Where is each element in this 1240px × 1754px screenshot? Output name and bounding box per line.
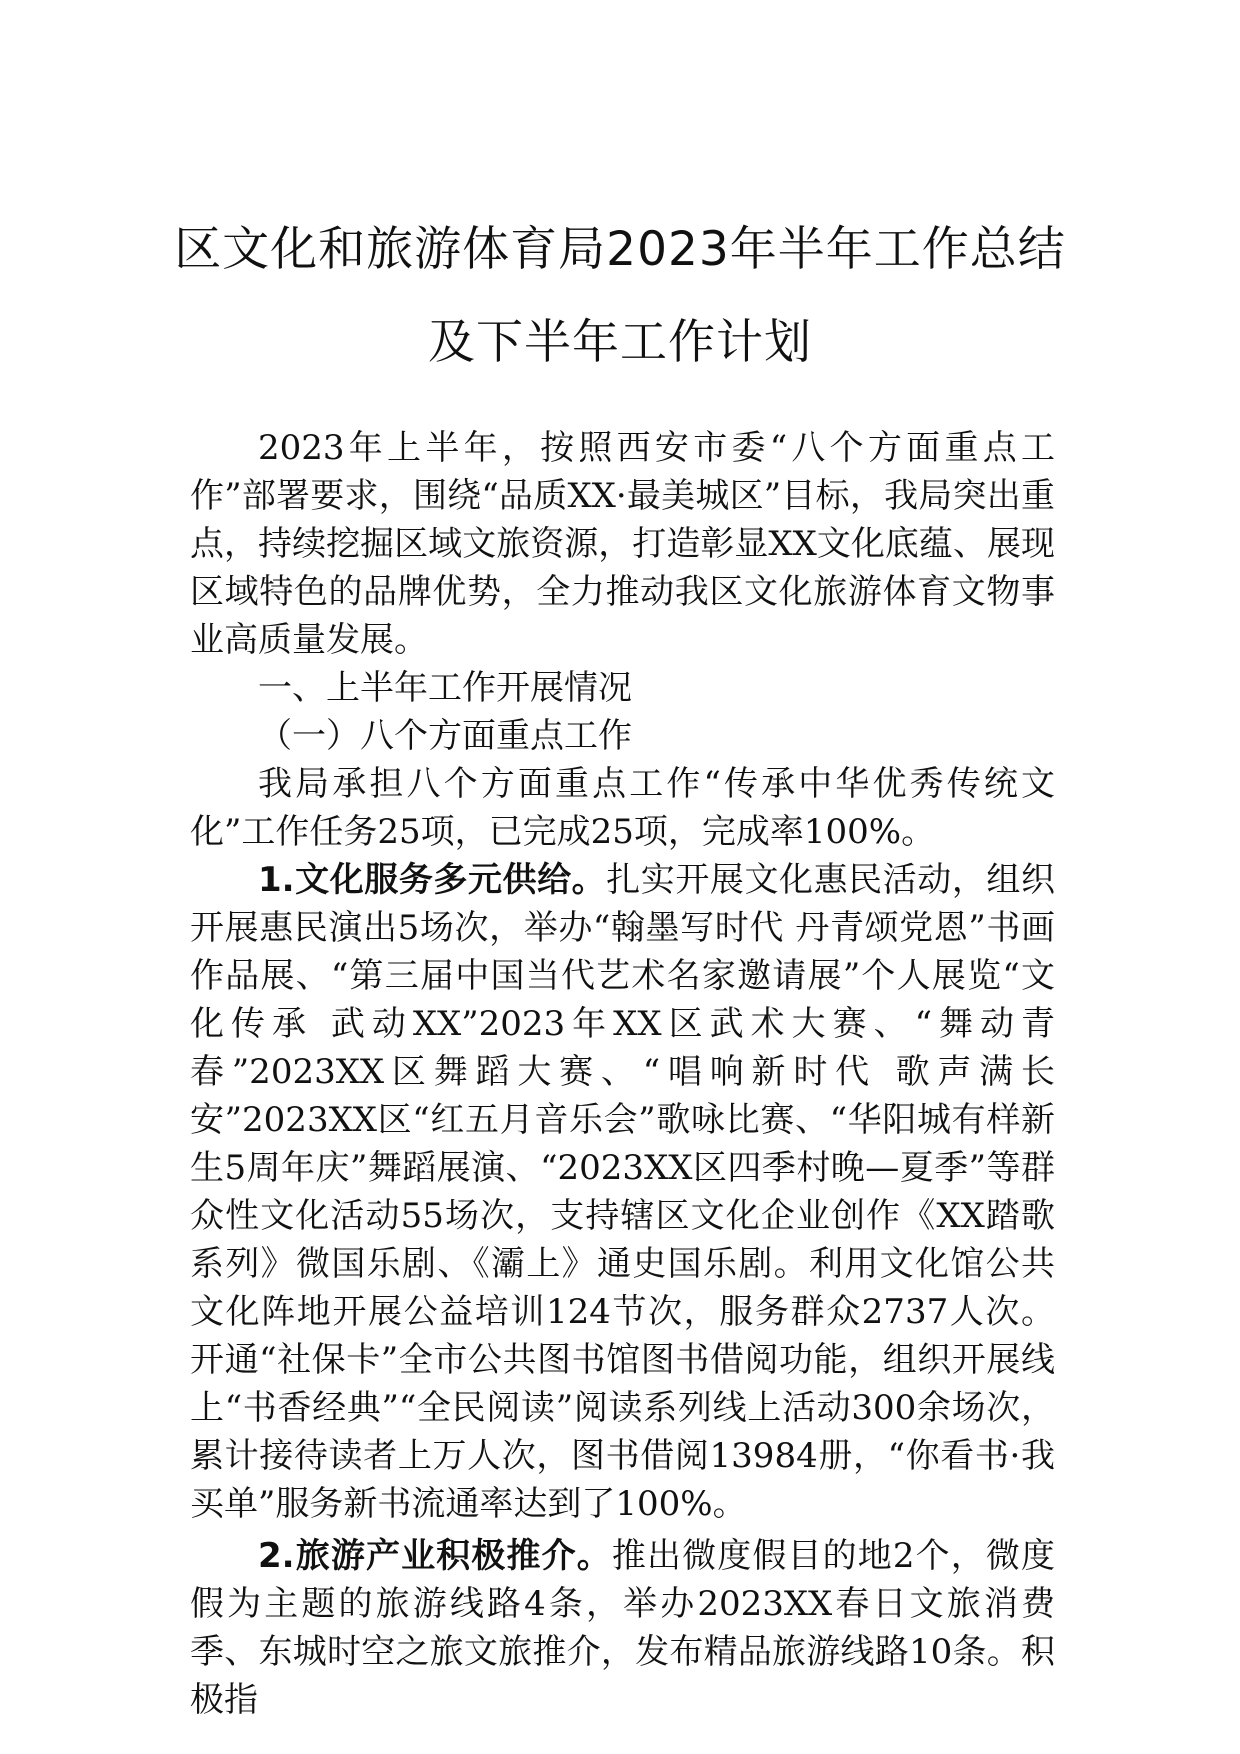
item-2-text: 推出微度假目的地2个，微度假为主题的旅游线路4条，举办2023XX春日文旅消费季、东城时空之旅文旅推介，发布精品旅游线路10条。积极指 [190, 1536, 1055, 1720]
item-2-paragraph [190, 1532, 1055, 1724]
document-title-line-2: 及下半年工作计划 [428, 315, 812, 370]
subsection-1-heading: （一）八个方面重点工作 [258, 716, 632, 756]
item-1-lead: 1.文化服务多元供给。 [258, 860, 607, 900]
item-1-paragraph [190, 856, 1055, 1528]
document-title-line-1: 区文化和旅游体育局2023年半年工作总结 [174, 222, 1066, 277]
section-1-heading: 一、上半年工作开展情况 [258, 668, 632, 708]
item-1-text: 扎实开展文化惠民活动，组织开展惠民演出5场次，举办“翰墨写时代 丹青颂党恩”书画作品展、“第三届中国当代艺术名家邀请展”个人展览“文化传承 武动XX”2023年XX区武术大赛、“舞动青春”2023XX区舞蹈大赛、“唱响新时代 歌声满长安”2023XX区“红五月音乐会”歌咏比赛、“华阳城有样新生5周年庆”舞蹈展演、“2023XX区四季村晚—夏季”等群众性文化活动55场次，支持辖区文化企业创作《XX踏歌系列》微国乐剧、《灞上》通史国乐剧。利用文化馆公共文化阵地开展公益培训124节次，服务群众2737人次。开通“社保卡”全市公共图书馆图书借阅功能，组织开展线上“书香经典”“全民阅读”阅读系列线上活动300余场次，累计接待读者上万人次，图书借阅13984册，“你看书·我买单”服务新书流通率达到了100%。 [190, 860, 1055, 1524]
item-2-lead: 2.旅游产业积极推介。 [258, 1536, 612, 1576]
document-body [190, 424, 1055, 1724]
intro-paragraph: 2023年上半年，按照西安市委“八个方面重点工作”部署要求，围绕“品质XX·最美城区”目标，我局突出重点，持续挖掘区域文旅资源，打造彰显XX文化底蕴、展现区域特色的品牌优势，全力推动我区文化旅游体育文物事业高质量发展。 [190, 428, 1055, 660]
subsection-1-paragraph: 我局承担八个方面重点工作“传承中华优秀传统文化”工作任务25项，已完成25项，完成率100%。 [190, 764, 1055, 852]
